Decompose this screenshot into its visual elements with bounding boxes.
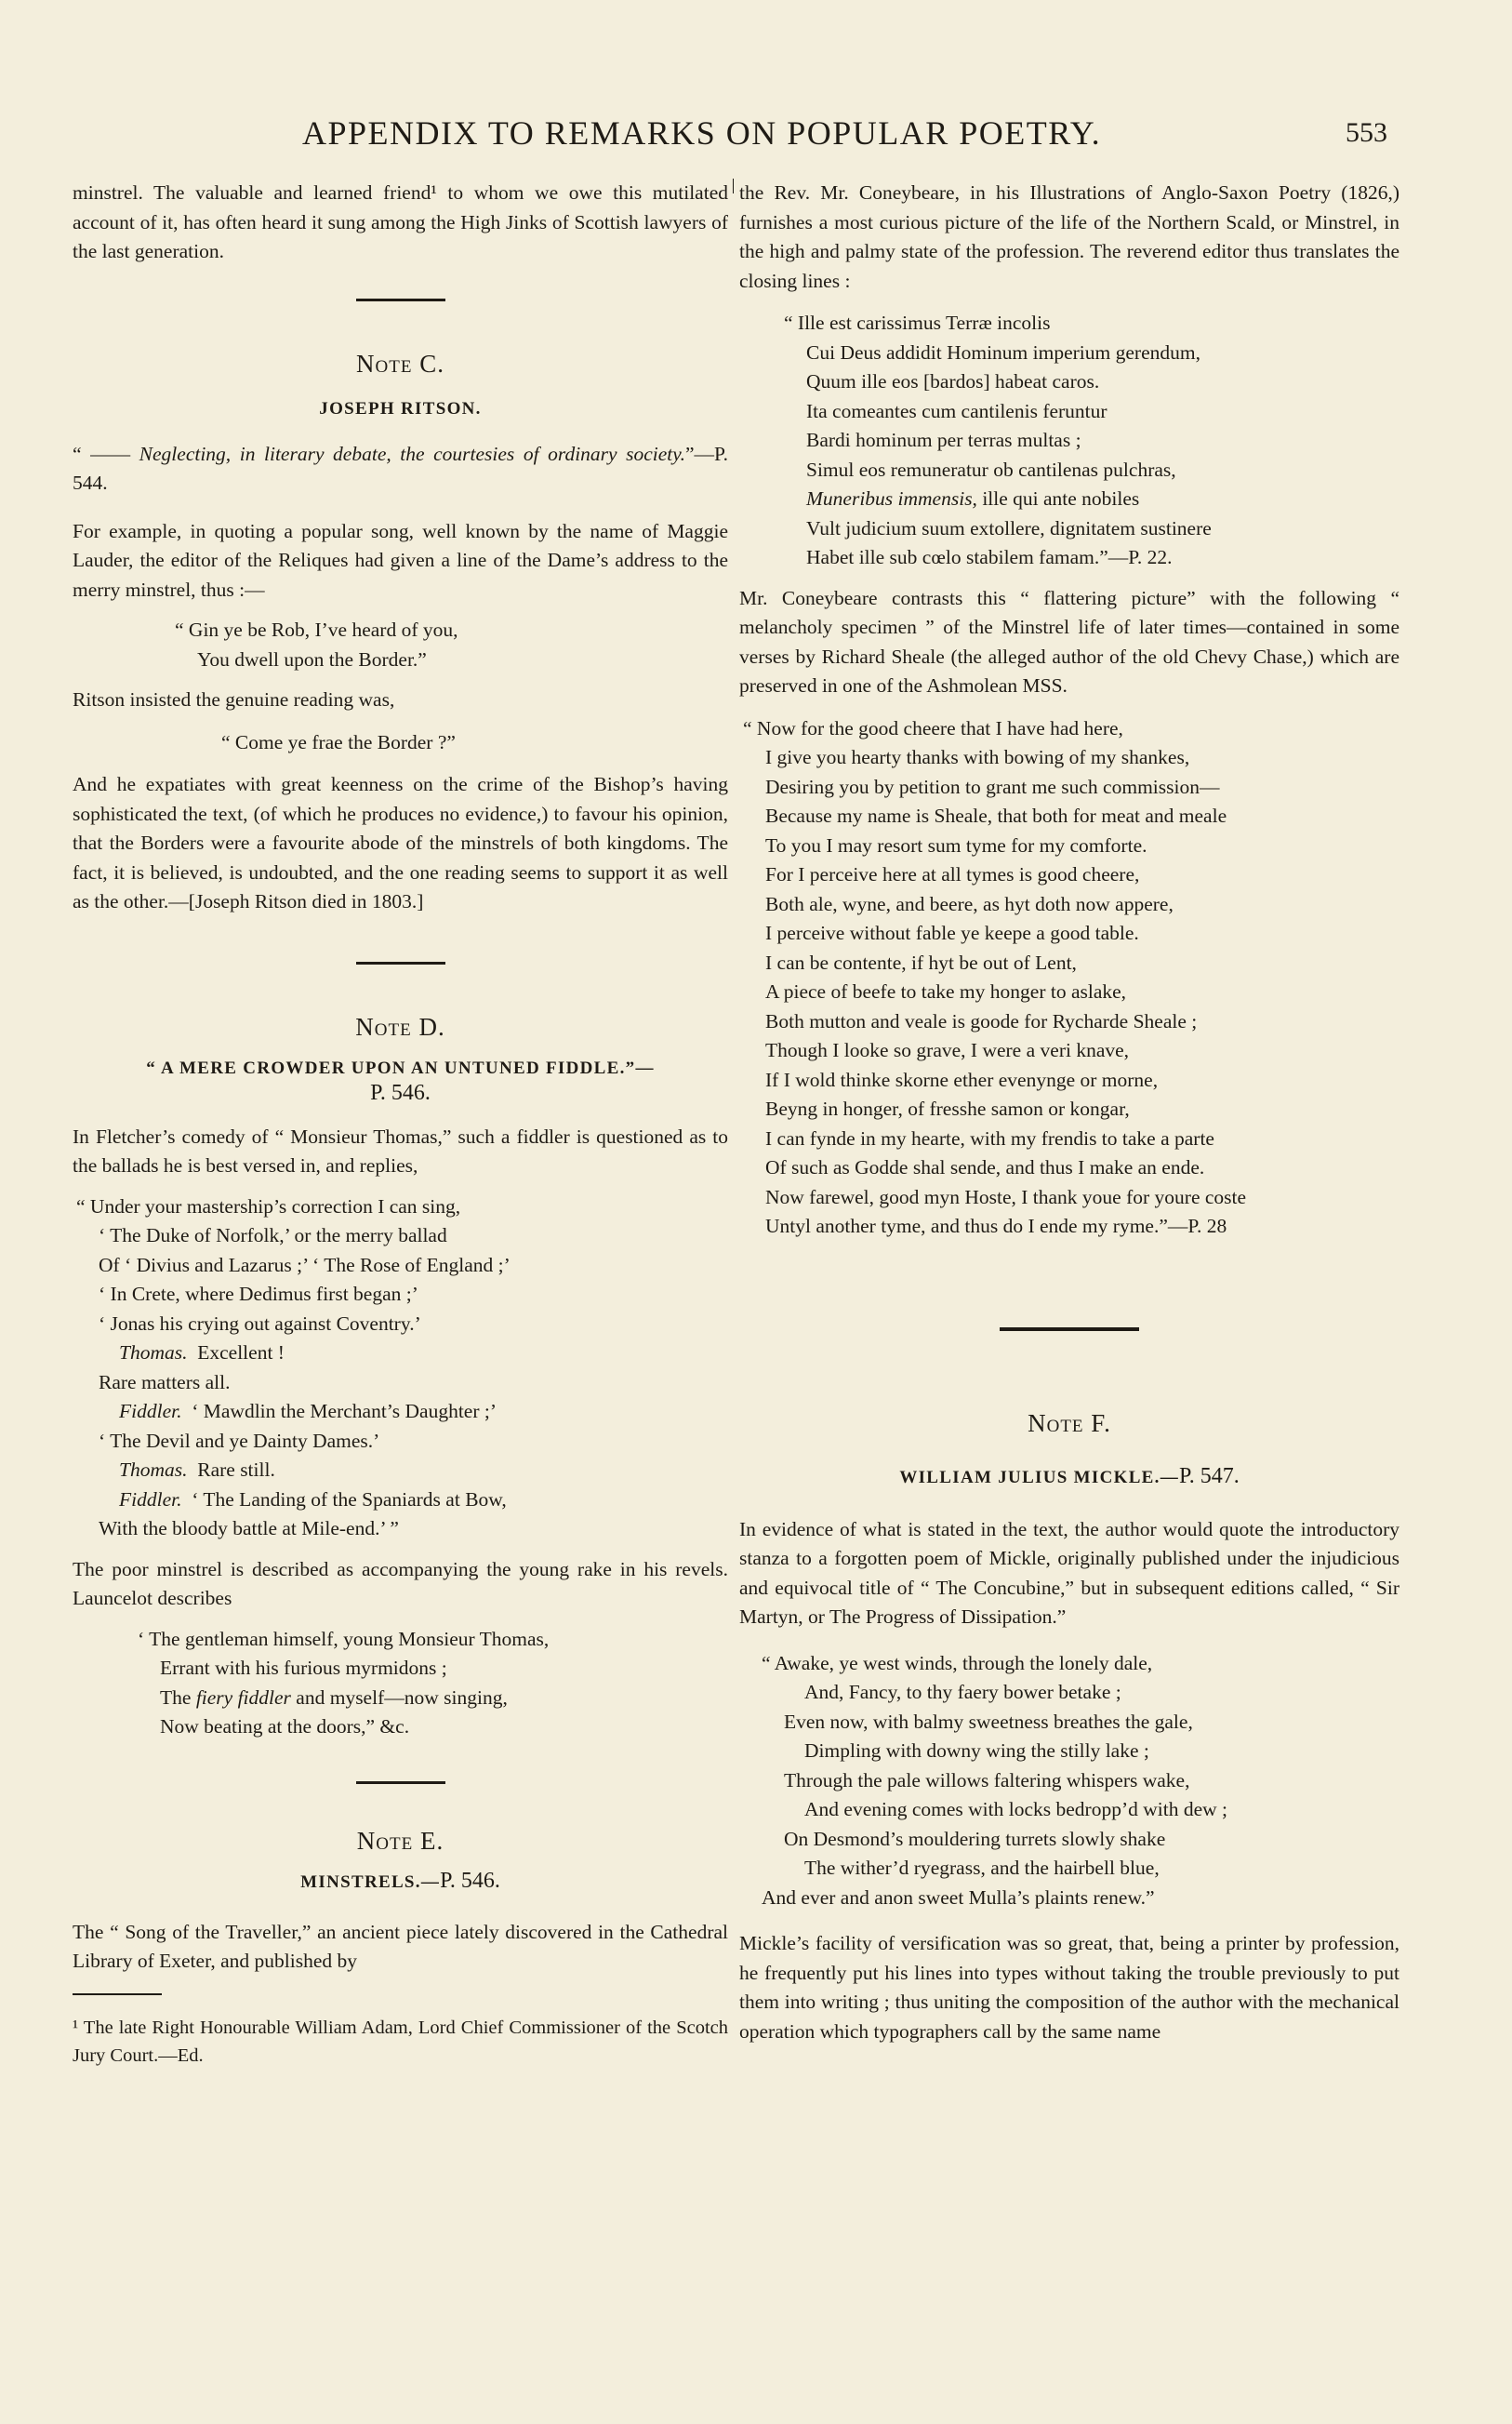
verse-line: “ Ille est carissimus Terræ incolis — [784, 312, 1051, 334]
note-e-heading: Note E. — [356, 1826, 444, 1855]
verse-line: For I perceive here at all tymes is good cheere, — [765, 863, 1140, 886]
section-rule — [1000, 1327, 1139, 1331]
verse-line: “ Under your mastership’s correction I can sing, — [76, 1194, 461, 1218]
verse-line: ‘ Jonas his crying out against Coventry.’ — [99, 1312, 421, 1335]
note-d-paragraph-1: In Fletcher’s comedy of “ Monsieur Thomas,” such a fiddler is questioned as to the ballads he is best versed in, and replies, — [73, 1125, 728, 1177]
note-c-paragraph-2: Ritson insisted the genuine reading was, — [73, 688, 395, 711]
verse-line: The wither’d ryegrass, and the hairbell blue, — [804, 1857, 1160, 1879]
verse-line: Beyng in honger, of fresshe samon or kongar, — [765, 1098, 1130, 1120]
verse-line: I can be contente, if hyt be out of Lent, — [765, 951, 1077, 974]
note-e-paragraph-1: The “ Song of the Traveller,” an ancient piece lately discovered in the Cathedral Library of Exeter, and published by — [73, 1920, 728, 1972]
note-e-subject: MINSTRELS.—P. 546. — [300, 1868, 500, 1893]
note-c-quote-ref: ”—P. 544. — [73, 442, 729, 494]
note-c-quote-dash: “ —— — [73, 442, 131, 465]
verse-line: ‘ The gentleman himself, young Monsieur Thomas, — [138, 1627, 550, 1650]
column-divider — [733, 179, 734, 193]
verse-line: I can fynde in my hearte, with my frendis to take a parte — [765, 1126, 1214, 1150]
verse-line: Of such as Godde shal sende, and thus I make an ende. — [765, 1156, 1205, 1179]
note-d-subject: “ A MERE CROWDER UPON AN UNTUNED FIDDLE.”— — [146, 1058, 655, 1078]
verse-line: Dimpling with downy wing the stilly lake ; — [804, 1739, 1149, 1762]
section-rule — [356, 299, 445, 301]
verse-line: And evening comes with locks bedropp’d with dew ; — [804, 1798, 1227, 1820]
verse-line: I perceive without fable ye keepe a good table. — [765, 922, 1139, 944]
verse-line: Simul eos remuneratur ob cantilenas pulchras, — [806, 458, 1176, 481]
running-title: APPENDIX TO REMARKS ON POPULAR POETRY. — [302, 114, 1102, 152]
note-d-paragraph-2: The poor minstrel is described as accompanying the young rake in his revels. Launcelot describes — [73, 1557, 728, 1609]
right-column — [739, 179, 1399, 2046]
verse-line: Both mutton and veale is goode for Rycharde Sheale ; — [765, 1009, 1198, 1032]
verse-line: Thomas. Rare still. — [119, 1458, 275, 1481]
verse-line: Because my name is Sheale, that both for meat and meale — [765, 805, 1227, 827]
verse-line: Now beating at the doors,” &c. — [160, 1715, 410, 1738]
note-d-heading: Note D. — [355, 1012, 445, 1041]
note-c-quote-text: Neglecting, in literary debate, the courtesies of ordinary society. — [139, 442, 686, 465]
verse-line: Rare matters all. — [99, 1370, 231, 1393]
verse-line: Even now, with balmy sweetness breathes the gale, — [784, 1710, 1193, 1733]
verse-line: ‘ The Duke of Norfolk,’ or the merry ballad — [99, 1224, 447, 1246]
verse-line: With the bloody battle at Mile-end.’ ” — [99, 1517, 399, 1539]
note-d-page-ref: P. 546. — [370, 1080, 431, 1105]
verse-line: Fiddler. ‘ Mawdlin the Merchant’s Daughter ;’ — [119, 1400, 497, 1422]
verse-line: If I wold thinke skorne ether evenynge or morne, — [765, 1068, 1159, 1091]
right-paragraph-2: Mr. Coneybeare contrasts this “ flattering picture” with the following “ melancholy specimen ” of the Minstrel life of later times—contained in some verses by Richard Sheale (the alleged author of the old Chevy Chase,) which are preserved in one of the Ashmolean MSS. — [739, 586, 1399, 697]
verse-line: Desiring you by petition to grant me such commission— — [765, 775, 1220, 798]
verse-line: Bardi hominum per terras multas ; — [806, 429, 1081, 451]
verse-line: Habet ille sub cœlo stabilem famam.”—P. 22. — [806, 546, 1173, 568]
verse-line: Though I looke so grave, I were a veri knave, — [765, 1039, 1130, 1061]
section-rule — [356, 1781, 445, 1784]
verse-line: Errant with his furious myrmidons ; — [160, 1657, 447, 1679]
latin-verse — [739, 309, 1399, 573]
verse-line: “ Now for the good cheere that I have had here, — [743, 716, 1123, 739]
verse-line: Thomas. Excellent ! — [119, 1341, 285, 1364]
note-c-paragraph-1: For example, in quoting a popular song, well known by the name of Maggie Lauder, the editor of the Reliques had given a line of the Dame’s address to the merry minstrel, thus :— — [73, 519, 728, 601]
note-f-paragraph-1: In evidence of what is stated in the text, the author would quote the introductory stanza to a forgotten poem of Mickle, originally published under the injudicious and equivocal title of “ The Concubine,” but in subsequent editions called, “ Sir Martyn, or The Progress of Dissipation.” — [739, 1517, 1399, 1628]
verse-line: Both ale, wyne, and beere, as hyt doth now appere, — [765, 892, 1174, 915]
verse-line: Muneribus immensis, ille qui ante nobiles — [806, 487, 1140, 510]
verse-line: And, Fancy, to thy faery bower betake ; — [804, 1681, 1121, 1703]
note-c-quote — [73, 440, 728, 499]
note-f-heading: Note F. — [1028, 1408, 1111, 1437]
verse-line: Untyl another tyme, and thus do I ende my ryme.”—P. 28 — [765, 1215, 1227, 1237]
verse-line: Now farewel, good myn Hoste, I thank youe for youre coste — [765, 1185, 1247, 1208]
note-c-verse-2 — [73, 728, 728, 758]
verse-line: The fiery fiddler and myself—now singing, — [160, 1685, 508, 1709]
verse-line: To you I may resort sum tyme for my comforte. — [765, 833, 1147, 857]
mickle-verse — [739, 1649, 1399, 1913]
note-c-verse-1 — [73, 616, 728, 674]
verse-line: Fiddler. ‘ The Landing of the Spaniards at Bow, — [119, 1487, 507, 1511]
verse-line: “ Awake, ye west winds, through the lonely dale, — [762, 1651, 1153, 1674]
verse-line: I give you hearty thanks with bowing of my shankes, — [765, 746, 1190, 768]
verse-line: Vult judicium suum extollere, dignitatem sustinere — [806, 516, 1212, 539]
left-column — [73, 179, 728, 2070]
note-c-paragraph-3: And he expatiates with great keenness on the crime of the Bishop’s having sophisticated the text, (of which he produces no evidence,) to favour his opinion, that the Borders were a favourite abode of the minstrels of both kingdoms. The fact, it is believed, is undoubted, and the one reading seems to support it as well as the other.—[Joseph Ritson died in 1803.] — [73, 773, 728, 912]
verse-line: Of ‘ Divius and Lazarus ;’ ‘ The Rose of England ;’ — [99, 1253, 511, 1276]
verse-line: ‘ The Devil and ye Dainty Dames.’ — [99, 1429, 380, 1452]
verse-line: On Desmond’s mouldering turrets slowly shake — [784, 1827, 1166, 1850]
footnote: ¹ The late Right Honourable William Adam, Lord Chief Commissioner of the Scotch Jury Court.—Ed. — [73, 2017, 728, 2066]
continued-paragraph: minstrel. The valuable and learned friend¹ to whom we owe this mutilated account of it, has often heard it sung among the High Jinks of Scottish lawyers of the last generation. — [73, 181, 728, 262]
verse-line: A piece of beefe to take my honger to aslake, — [765, 980, 1127, 1003]
verse-line: And ever and anon sweet Mulla’s plaints renew.” — [762, 1885, 1155, 1909]
verse-line: Ita comeantes cum cantilenis feruntur — [806, 399, 1107, 422]
page-number: 553 — [1346, 117, 1387, 148]
sheale-verse — [739, 714, 1399, 1242]
verse-line: “ Gin ye be Rob, I’ve heard of you, — [175, 619, 458, 641]
footnote-rule — [73, 1993, 162, 1995]
verse-line: You dwell upon the Border.” — [197, 647, 427, 671]
verse-line: Through the pale willows faltering whispers wake, — [784, 1768, 1190, 1791]
note-f-subject: WILLIAM JULIUS MICKLE.—P. 547. — [899, 1463, 1240, 1488]
right-intro-paragraph: the Rev. Mr. Coneybeare, in his Illustrations of Anglo-Saxon Poetry (1826,) furnishes a most curious picture of the life of the Northern Scald, or Minstrel, in the high and palmy state of the profession. The reverend editor thus translates the closing lines : — [739, 181, 1399, 292]
section-rule — [356, 962, 445, 965]
verse-line: ‘ In Crete, where Dedimus first began ;’ — [99, 1283, 418, 1305]
launcelot-verse — [73, 1625, 728, 1742]
note-c-subject: JOSEPH RITSON. — [319, 398, 482, 419]
verse-line: “ Come ye frae the Border ?” — [221, 730, 456, 753]
verse-line: Quum ille eos [bardos] habeat caros. — [806, 370, 1100, 393]
note-f-paragraph-2: Mickle’s facility of versification was so great, that, being a printer by profession, he frequently put his lines into types without taking the trouble previously to put them into writing ; thus uniting the composition of the author with the mechanical operation which typographers call by the same name — [739, 1932, 1399, 2043]
fiddler-verse — [73, 1192, 728, 1544]
verse-line: Cui Deus addidit Hominum imperium gerendum, — [806, 340, 1200, 364]
note-c-heading: Note C. — [356, 349, 444, 378]
